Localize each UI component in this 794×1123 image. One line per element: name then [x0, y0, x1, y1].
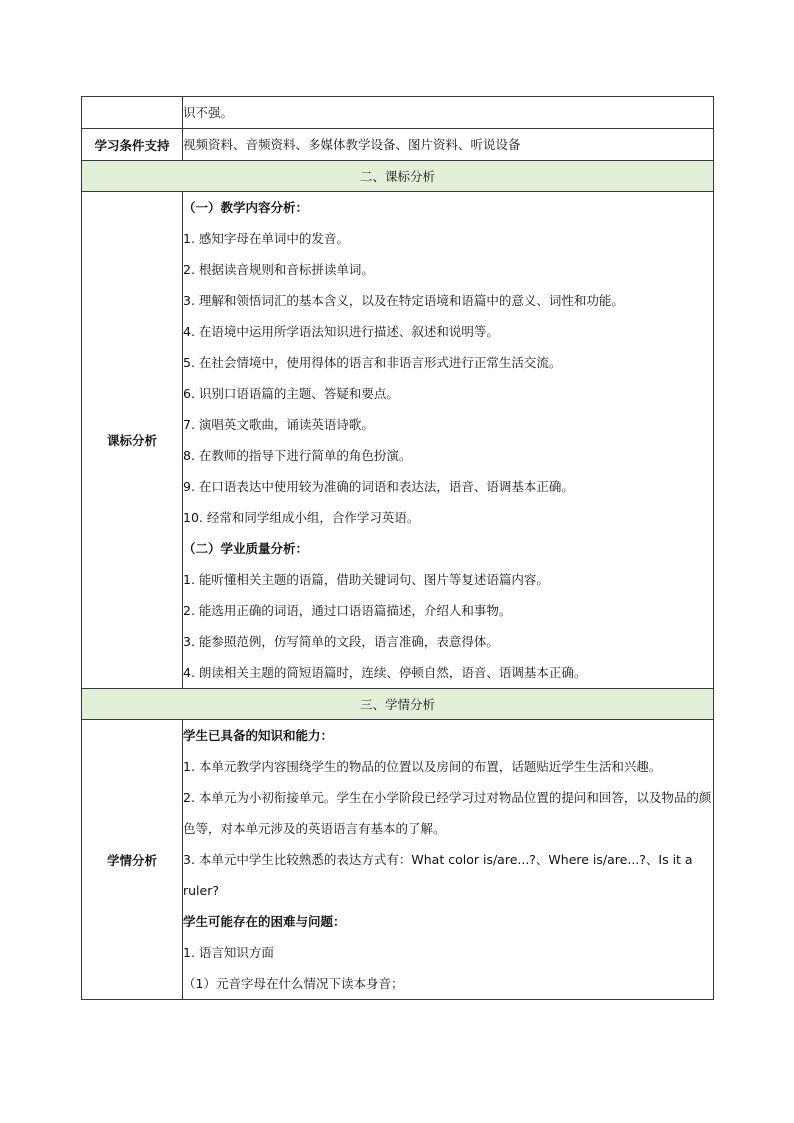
learning-support-label: 学习条件支持 [82, 129, 183, 161]
learner-analysis-content [183, 720, 714, 1000]
row-section-2 [82, 161, 714, 192]
lesson-plan-table [81, 96, 714, 1000]
content-analysis-subheading: （一）教学内容分析： [183, 200, 309, 215]
empty-label-cell [82, 97, 183, 129]
learning-support-cell [183, 129, 714, 161]
section-3-header: 三、学情分析 [82, 689, 714, 720]
continuation-text: 识不强。 [183, 105, 234, 120]
prior-knowledge-subheading: 学生已具备的知识和能力： [183, 728, 334, 743]
list-item: 4. 在语境中运用所学语法知识进行描述、叙述和说明等。 [183, 324, 499, 339]
list-item: 1. 能听懂相关主题的语篇，借助关键词句、图片等复述语篇内容。 [183, 572, 549, 587]
list-item: 1. 感知字母在单词中的发音。 [183, 231, 349, 246]
section-2-header: 二、课标分析 [82, 161, 714, 192]
learner-analysis-label: 学情分析 [82, 720, 183, 1000]
paragraph: 1. 语言知识方面 [183, 945, 274, 960]
paragraph: 3. 本单元中学生比较熟悉的表达方式有：What color is/are...?、Where is/are...?、Is it a ruler? [183, 852, 693, 898]
list-item: 4. 朗读相关主题的简短语篇时，连续、停顿自然，语音、语调基本正确。 [183, 665, 587, 680]
list-item: 7. 演唱英文歌曲，诵读英语诗歌。 [183, 417, 374, 432]
curriculum-analysis-content [183, 192, 714, 689]
list-item: 6. 识别口语语篇的主题、答疑和要点。 [183, 386, 399, 401]
row-learning-support [82, 129, 714, 161]
quality-analysis-subheading: （二）学业质量分析： [183, 541, 309, 556]
list-item: 8. 在教师的指导下进行简单的角色扮演。 [183, 448, 412, 463]
row-continuation [82, 97, 714, 129]
list-item: 2. 能选用正确的词语，通过口语语篇描述，介绍人和事物。 [183, 603, 512, 618]
row-curriculum-analysis [82, 192, 714, 689]
row-section-3 [82, 689, 714, 720]
paragraph: 1. 本单元教学内容围绕学生的物品的位置以及房间的布置，话题贴近学生生活和兴趣。 [183, 759, 662, 774]
paragraph: 2. 本单元为小初衔接单元。学生在小学阶段已经学习过对物品位置的提问和回答，以及物品的颜色等，对本单元涉及的英语语言有基本的了解。 [183, 790, 712, 836]
paragraph: （1）元音字母在什么情况下读本身音； [183, 976, 404, 991]
curriculum-analysis-label: 课标分析 [82, 192, 183, 689]
learning-support-text: 视频资料、音频资料、多媒体教学设备、图片资料、听说设备 [183, 137, 521, 152]
list-item: 3. 理解和领悟词汇的基本含义，以及在特定语境和语篇中的意义、词性和功能。 [183, 293, 624, 308]
list-item: 10. 经常和同学组成小组，合作学习英语。 [183, 510, 420, 525]
list-item: 2. 根据读音规则和音标拼读单词。 [183, 262, 374, 277]
list-item: 9. 在口语表达中使用较为准确的词语和表达法，语音、语调基本正确。 [183, 479, 574, 494]
continuation-cell [183, 97, 714, 129]
list-item: 5. 在社会情境中，使用得体的语言和非语言形式进行正常生活交流。 [183, 355, 562, 370]
list-item: 3. 能参照范例，仿写简单的文段，语言准确，表意得体。 [183, 634, 499, 649]
difficulties-subheading: 学生可能存在的困难与问题： [183, 914, 346, 929]
row-learner-analysis [82, 720, 714, 1000]
